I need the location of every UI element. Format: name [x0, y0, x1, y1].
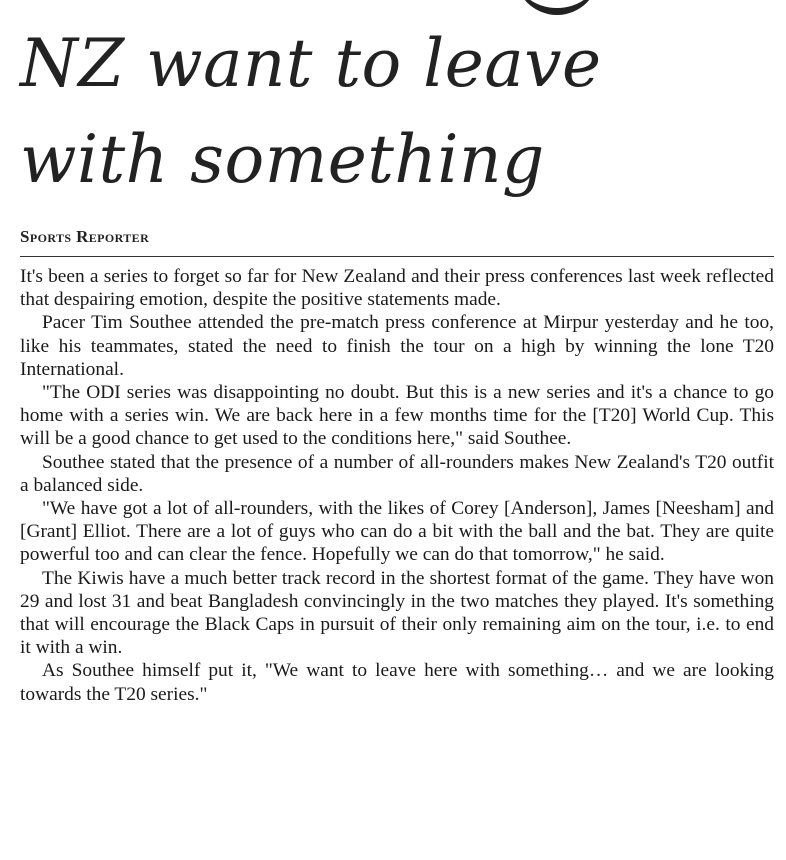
headline-line-2: with something — [20, 121, 545, 198]
headline-line-1: NZ want to leave — [20, 25, 602, 102]
paragraph: "The ODI series was disappointing no doubt. But this is a new series and it's a chance to go home with a series win. We are back here in a few months time for the [T20] World Cup. This will be a good chance to get used to the conditions here," said Southee. — [20, 382, 774, 450]
paragraph: As Southee himself put it, "We want to leave here with something… and we are looking towards the T20 series." — [20, 660, 774, 705]
paragraph: "We have got a lot of all-rounders, with the likes of Corey [Anderson], James [Neesham] and [Grant] Elliot. There are a lot of guys who can do a bit with the ball and the bat. They are quite powerful too and can clear the fence. Hopefully we can do that tomorrow," he said. — [20, 498, 774, 566]
cropped-headline-fragment — [515, 0, 599, 15]
headline — [20, 16, 602, 208]
paragraph: It's been a series to forget so far for New Zealand and their press conferences last week reflected that despairing emotion, despite the positive statements made. — [20, 266, 774, 311]
paragraph: Pacer Tim Southee attended the pre-match press conference at Mirpur yesterday and he too, like his teammates, stated the need to finish the tour on a high by winning the lone T20 International. — [20, 312, 774, 380]
article-body — [20, 265, 774, 706]
paragraph: Southee stated that the presence of a number of all-rounders makes New Zealand's T20 outfit a balanced side. — [20, 451, 774, 496]
paragraph: The Kiwis have a much better track record in the shortest format of the game. They have won 29 and lost 31 and beat Bangladesh convincingly in the two matches they played. It's something that will encourage the Black Caps in pursuit of their only remaining aim on the tour, i.e. to end it with a win. — [20, 567, 774, 659]
byline: Sports Reporter — [20, 227, 150, 246]
byline-divider — [20, 256, 774, 257]
